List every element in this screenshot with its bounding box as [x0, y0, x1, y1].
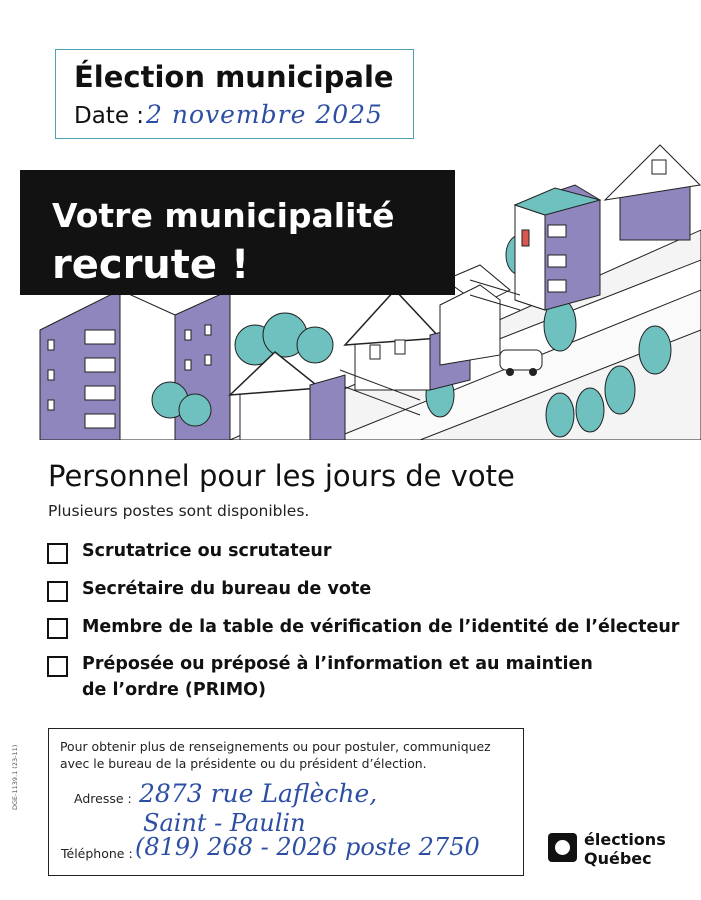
checkbox-membre-table[interactable] — [47, 618, 68, 639]
recruiting-banner — [20, 170, 455, 295]
logo-text-line2: Québec — [584, 849, 652, 868]
option-label-primo-line2: de l’ordre (PRIMO) — [82, 680, 267, 700]
section-subtitle: Plusieurs postes sont disponibles. — [48, 502, 310, 520]
checkbox-scrutateur[interactable] — [47, 543, 68, 564]
checkbox-secretaire[interactable] — [47, 581, 68, 602]
banner-line-2: recrute ! — [52, 242, 250, 288]
option-label-primo-line1: Préposée ou préposé à l’information et au maintien — [82, 654, 593, 674]
election-header-box — [55, 49, 414, 139]
house-lower-left — [230, 352, 345, 440]
contact-info-text: Pour obtenir plus de renseignements ou pour postuler, communiquez avec le bureau de la présidente ou du président d’élection. — [60, 739, 491, 771]
house-top-right — [605, 145, 700, 240]
section-title: Personnel pour les jours de vote — [48, 459, 515, 493]
phone-handwritten: (819) 268 - 2026 poste 2750 — [135, 833, 480, 861]
address-label: Adresse : — [74, 791, 132, 806]
document-code: DGE-1139.1 (23-11) — [11, 744, 19, 810]
banner-line-1: Votre municipalité — [52, 196, 395, 235]
option-label-membre-table: Membre de la table de vérification de l’identité de l’électeur — [82, 617, 680, 637]
date-value-handwritten: 2 novembre 2025 — [146, 100, 383, 129]
apartment-building-left — [40, 290, 175, 440]
elections-quebec-logo-icon — [548, 833, 577, 862]
phone-label: Téléphone : — [61, 846, 133, 861]
logo-text-line1: élections — [584, 830, 666, 849]
address-handwritten-line1: 2873 rue Laflèche, — [139, 779, 378, 808]
option-label-secretaire: Secrétaire du bureau de vote — [82, 579, 372, 599]
option-label-scrutateur: Scrutatrice ou scrutateur — [82, 541, 332, 561]
address-handwritten-line2: Saint - Paulin — [143, 809, 306, 837]
townhouse-building — [515, 185, 600, 310]
contact-box — [48, 728, 524, 876]
date-label: Date : — [74, 103, 145, 129]
checkbox-primo[interactable] — [47, 656, 68, 677]
election-title: Élection municipale — [74, 60, 394, 94]
